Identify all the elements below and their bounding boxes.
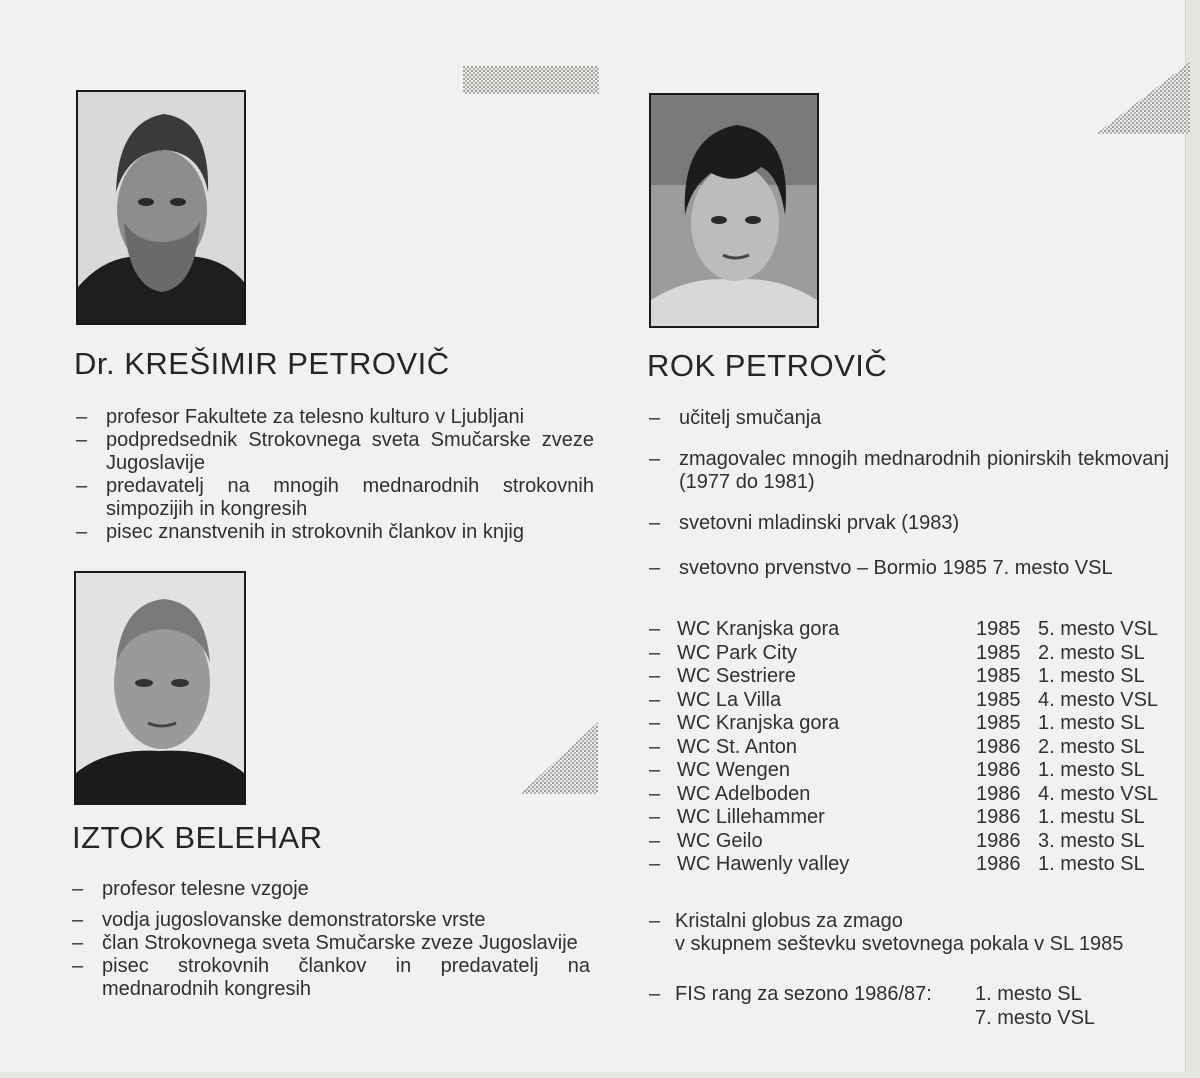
list-dash: – [72,955,84,977]
portrait-photo-iztok [74,571,246,805]
list-item [72,909,590,932]
crystal-globe-line-1: Kristalni globus za zmago [675,910,903,932]
list-dash: – [649,557,661,579]
result-place: 5. mesto VSL [1038,618,1159,640]
list-dash: – [649,407,661,429]
result-competition: WC Kranjska gora [677,712,840,734]
crystal-globe-entry [649,910,1189,956]
fis-rank-sl: 1. mesto SL [975,983,1082,1005]
person-name-rok: ROK PETROVIČ [647,348,888,383]
list-dash: – [649,665,661,687]
list-item-text: pisec strokovnih člankov in predavatelj na mednarodnih kongresih [102,955,590,1000]
list-item [649,557,1169,580]
list-item-text: svetovno prvenstvo – Bormio 1985 7. mesto VSL [679,557,1113,579]
rok-achievements-intro [649,407,1169,580]
list-dash: – [649,782,661,805]
result-place: 4. mesto VSL [1038,688,1159,711]
list-item [76,406,594,429]
result-year: 1986 [976,853,1021,875]
result-year: 1986 [976,759,1021,781]
result-place: 3. mesto SL [1038,829,1145,852]
list-item [649,512,1169,535]
result-year: 1985 [976,688,1021,711]
result-place: 1. mestu SL [1038,806,1145,828]
list-item-text: svetovni mladinski prvak (1983) [679,512,960,534]
result-place: 1. mesto SL [1038,853,1145,875]
list-item-text: predavatelj na mnogih mednarodnih strokovnih simpozijih in kongresih [106,475,594,520]
list-dash: – [76,406,88,428]
result-year: 1985 [976,712,1021,734]
iztok-credentials-list [72,878,590,1001]
list-dash: – [649,983,661,1005]
list-dash: – [649,853,661,875]
list-dash: – [649,448,661,470]
list-item-text: vodja jugoslovanske demonstratorske vrste [102,909,486,931]
list-dash: – [76,521,88,543]
list-dash: – [72,878,84,900]
list-item-text: pisec znanstvenih in strokovnih člankov in knjig [106,521,524,543]
world-cup-results-list [649,618,1189,888]
result-competition: WC Geilo [677,829,763,852]
result-competition: WC Wengen [677,759,791,781]
portrait-photo-rok [649,93,819,328]
list-item [76,475,594,521]
list-dash: – [649,712,661,734]
result-place: 1. mesto SL [1038,665,1145,687]
list-dash: – [72,932,84,954]
result-competition: WC Park City [677,641,797,664]
list-item-text: profesor telesne vzgoje [102,878,309,900]
list-dash: – [649,829,661,852]
list-dash: – [649,910,661,932]
result-year: 1986 [976,735,1021,758]
list-item [72,955,590,1001]
list-dash: – [76,475,88,497]
result-place: 1. mesto SL [1038,759,1145,781]
result-year: 1986 [976,782,1021,805]
result-competition: WC Adelboden [677,782,811,805]
list-dash: – [649,806,661,828]
list-item [72,932,590,955]
fis-ranking-entry [649,983,1189,1033]
crystal-globe-line-2: v skupnem seštevku svetovnega pokala v SL 1985 [675,933,1124,955]
result-place: 4. mesto VSL [1038,782,1159,805]
list-dash: – [76,429,88,451]
result-competition: WC Kranjska gora [677,618,840,640]
result-competition: WC St. Anton [677,735,798,758]
result-year: 1986 [976,829,1021,852]
result-year: 1986 [976,806,1021,828]
list-dash: – [649,688,661,711]
fis-rank-label: FIS rang za sezono 1986/87: [675,983,932,1005]
result-year: 1985 [976,618,1021,640]
result-year: 1985 [976,641,1021,664]
result-competition: WC Hawenly valley [677,853,850,875]
portrait-photo-kresimir [76,90,246,325]
result-place: 2. mesto SL [1038,735,1145,758]
list-item [76,521,594,544]
list-dash: – [649,618,661,640]
list-dash: – [649,641,661,664]
person-name-iztok: IZTOK BELEHAR [72,820,323,855]
result-competition: WC Sestriere [677,665,796,687]
result-competition: WC Lillehammer [677,806,825,828]
list-item-text: zmagovalec mnogih mednarodnih pionirskih tekmovanj (1977 do 1981) [679,448,1169,493]
list-dash: – [649,735,661,758]
fis-rank-vsl: 7. mesto VSL [975,1007,1096,1029]
result-competition: WC La Villa [677,688,782,711]
list-item-text: podpredsednik Strokovnega sveta Smučarske zveze Jugoslavije [106,429,594,474]
kresimir-credentials-list [76,406,594,544]
list-item [649,407,1169,430]
page-bottom-edge [0,1072,1200,1078]
list-item [76,429,594,475]
list-dash: – [72,909,84,931]
result-place: 2. mesto SL [1038,641,1145,664]
halftone-triangle-middle [520,722,598,794]
halftone-triangle-top-right [1096,62,1190,134]
result-year: 1985 [976,665,1021,687]
result-place: 1. mesto SL [1038,712,1145,734]
person-name-kresimir: Dr. KREŠIMIR PETROVIČ [74,346,450,381]
list-item [72,878,590,901]
list-dash: – [649,759,661,781]
list-dash: – [649,512,661,534]
list-item-text: profesor Fakultete za telesno kulturo v Ljubljani [106,406,525,428]
halftone-bar-decoration [463,66,599,94]
list-item-text: učitelj smučanja [679,407,822,429]
list-item-text: član Strokovnega sveta Smučarske zveze Jugoslavije [102,932,578,954]
list-item [649,448,1169,494]
